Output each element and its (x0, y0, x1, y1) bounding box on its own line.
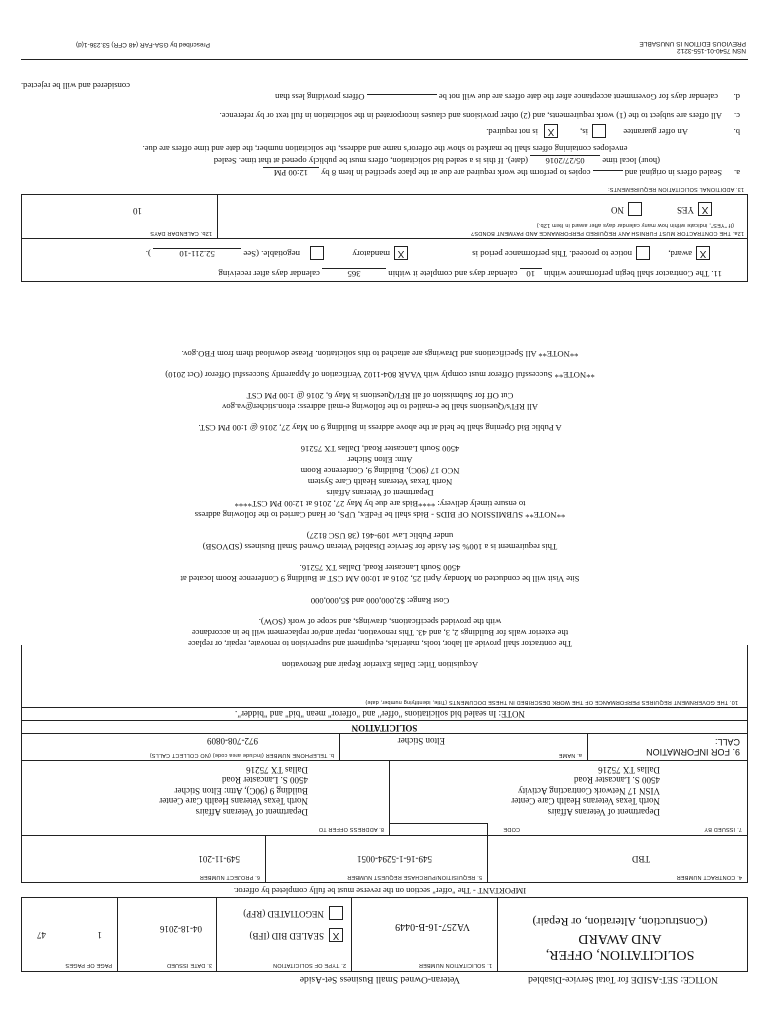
solicitation-form-sheet: NOTICE: SET-ASIDE for Total Service-Disabled Veteran-Owned Small Business Set-Aside SOLICITATION, OFFER, AND AWARD (Construction, Alteration, or Repair) 1. SOLICITATION NUMBER VA257-16-B-0449 2. TYPE OF SOLICITATION X SEALED BID (IFB) NEGOTIATED (RFP) 3. DATE ISSUED 04-18-2016 PAGE OF PAGES 1 47 IMPORTANT - The "offer" section on the reverse must be fully completed by offeror. 4. CONTRACT NUMBER TBD 5. REQUISITION/PURCHASE REQUEST NUMBER 549-16-1-5294-0051 6. PROJECT NUMBER 549-11-201 7. ISSUED BY CODE Department of Veterans Affairs North Texas Veterans Health Care Center VISN 17 Network Contracting Activity 4500 S. Lancaster Road Dallas TX 75216 8. ADDRESS OFFER TO Department of Veterans Affairs North Texas Veterans Health Care Center Building 9 (90C), Attn: Elton Sticher 4500 S. Lancaster Road Dallas TX 75216 9. FOR INFORMATION CALL: a. NAME Elton Sticher b. TELEPHONE NUMBER (Include area code) (NO COLLECT CALLS) 972-708-0809 SOLICITATION NOTE: In sealed bid solicitations "offer" and "offeror" mean "bid" and "bidder". 10. THE GOVERNMENT REQUIRES PERFORMANCE OF THE WORK DESCRIBED IN THESE DOCUMENTS (Title, identifying number, date) Acquisition Title: Dallas Exterior Repair and Renovation The contractor shall provide all labor, tools, materials, equipment and supervision to renovate, repair, or replace the exterior walls for Buildings 2, 3, and 43. This renovation, repair and/or replacement will be in accordance with the provided specifications, drawings, and scope of work (SOW). Cost Range: $2,000,000 and $5,000,000 Site Visit will be conducted on Monday April 25, 2016 at 10:00 AM CST at Building 9 Conference Room located at 4500 South Lancaster Road, Dallas TX 75216. This requirement is a 100% Set Aside for Service Disabled Veteran Owned Small Business (SDVOSB) under Public Law 109-461 (38 USC 8127) **NOTE** SUBMISSION OF BIDS - Bids shall be FedEx, UPS, or Hand Carried to the following address to ensure timely delivery: ****Bids are due by May 27, 2016 at 12:00 PM CST**** Department of Veterans Affairs North Texas Veterans Health Care System NCO 17 (90C), Building 9, Conference Room Attn: Elton Sticher 4500 South Lancaster Road, Dallas TX 75216 A Public Bid Opening shall be held at the above address in Building 9 on May 27, 2016 @ 1:00 PM CST. All RFI's/Questions shall be e-mailed to the following e-mail address: elton.sticher@va.gov Cut Off for Submission of all RFI/Questions is May 6, 2016 @ 1:00 PM CST **NOTE** Successful Offeror must comply with VAAR 804-1102 Verification of Apparently Successful Offeror (Oct 2010) **NOTE** All Specifications and Drawings are attached to this solicitation. Please download them from FBO.gov. 11. The Contractor shall begin performance within 10 calendar days and complete it within 365 calendar days after receiving X award, notice to proceed. This performance period is X mandatory negotiable. (See 52.211-10 ). 12a. THE CONTRACTOR MUST FURNISH ANY REQUIRED PERFORMANCE AND PAYMENT BONDS? (If "YES", indicate within how many calendar days after award in Item 12b.) X YES NO 12b. CALENDAR DAYS 10 13. ADDITIONAL SOLICITATION REQUIREMENTS: a. Sealed offers in original and copies to perform the work required are due at the place specified in Item 8 by 12:00 PM (hour) local time 05/27/2016 (date). If this is a sealed bid solicitation, offers must be publicly opened at that time. Sealed envelopes containing offers shall be marked to show the offeror's name and address, the solicitation number, the date and time offers are due. b. An offer guarantee is, X is not required. c. All offers are subject to the (1) work requirements, and (2) other provisions and clauses incorporated in the solicitation in full text or by reference. d. calendar days for Government acceptance after the date offers are due will not be Offers providing less than considered and will be rejected. NSN 7540-01-155-3212 PREVIOUS EDITION IS UNUSABLE Prescribed by GSA-FAR (48 CFR) 53.236-1(d) (20, 40, 746, 984)
form-prescription: Prescribed by GSA-FAR (48 CFR) 53.236-1(d) (75, 41, 210, 48)
issued-by-label: 7. ISSUED BY (704, 826, 742, 832)
bonds-question-hint: (If "YES", indicate within how many calendar days after award in Item 12b.) (536, 222, 734, 228)
set-aside-notice-continued: Veteran-Owned Small Business Set-Aside (299, 974, 460, 984)
mandatory-label: mandatory (352, 249, 390, 259)
form-title: SOLICITATION, OFFER, AND AWARD (Construction, Alteration, or Repair) (532, 915, 708, 962)
offer-due-date: 05/27/2016 (530, 155, 600, 166)
contract-number-label: 4. CONTRACT NUMBER (676, 874, 742, 880)
item-13a-line3: envelopes containing offers shall be marked to show the offeror's name and address, the solicitation number, the date and time offers are due. (142, 144, 628, 154)
item-13c-text: All offers are subject to the (1) work requirements, and (2) other provisions and clauses incorporated in the solicitation in full text or by reference. (219, 111, 722, 121)
requisition-number-label: 5. REQUISITION/PURCHASE REQUEST NUMBER (347, 874, 482, 880)
contact-name: Elton Sticher (397, 736, 445, 746)
date-issued-label: 3. DATE ISSUED (166, 962, 212, 968)
item-13a-line1: Sealed offers in original and copies to perform the work required are due at the place specified in Item 8 by 12:00 PM (263, 167, 722, 178)
contact-phone-label: b. TELEPHONE NUMBER (Include area code) (NO COLLECT CALLS) (149, 752, 334, 758)
contact-phone: 972-708-0809 (207, 736, 258, 746)
begin-days: 10 (520, 268, 542, 279)
solicitation-heading: SOLICITATION (351, 723, 418, 733)
bonds-yes-checkbox[interactable]: X (698, 202, 712, 216)
item-11-line1: 11. The Contractor shall begin performance within 10 calendar days and complete it within 365 calendar days after receiving (218, 269, 722, 279)
project-number-label: 6. PROJECT NUMBER (199, 874, 260, 880)
negotiable-checkbox[interactable] (310, 246, 324, 260)
negotiable-label: negotiable. (See 52.211-10 ). (145, 249, 300, 259)
address-offer-to: Department of Veterans Affairs North Texas Veterans Health Care Center Building 9 (90C), Attn: Elton Sticher 4500 S. Lancaster Road Dallas TX 75216 (159, 765, 308, 817)
solicitation-type-label: 2. TYPE OF SOLICITATION (272, 962, 346, 968)
page-of-pages-label: PAGE OF PAGES (65, 962, 112, 968)
mandatory-checkbox[interactable]: X (394, 246, 408, 260)
item-10-label: 10. THE GOVERNMENT REQUIRES PERFORMANCE OF THE WORK DESCRIBED IN THESE DOCUMENTS (Title, identifying number, date) (365, 699, 738, 705)
calendar-days: 10 (133, 206, 142, 216)
bonds-no-checkbox[interactable] (628, 202, 642, 216)
work-description: Acquisition Title: Dallas Exterior Repair and Renovation The contractor shall provide all labor, tools, materials, equipment and supervision to renovate, repair, or replace the exterior walls for Buildings 2, 3, and 43. This renovation, repair and/or replacement will be in accordance with the provided specifications, drawings, and scope of work (SOW). Cost Range: $2,000,000 and $5,000,000 Site Visit will be conducted on Monday April 25, 2016 at 10:00 AM CST at Building 9 Conference Room located at 4500 South Lancaster Road, Dallas TX 75216. This requirement is a 100% Set Aside for Service Disabled Veteran Owned Small Business (SDVOSB) under Public Law 109-461 (38 USC 8127) **NOTE** SUBMISSION OF BIDS - Bids shall be FedEx, UPS, or Hand Carried to the following address to ensure timely delivery: ****Bids are due by May 27, 2016 at 12:00 PM CST**** Department of Veterans Affairs North Texas Veterans Health Care System NCO 17 (90C), Building 9, Conference Room Attn: Elton Sticher 4500 South Lancaster Road, Dallas TX 75216 A Public Bid Opening shall be held at the above address in Building 9 on May 27, 2016 @ 1:00 PM CST. All RFI's/Questions shall be e-mailed to the following e-mail address: elton.sticher@va.gov Cut Off for Submission of all RFI/Questions is May 6, 2016 @ 1:00 PM CST **NOTE** Successful Offeror must comply with VAAR 804-1102 Verification of Apparently Successful Offeror (Oct 2010) **NOTE** All Specifications and Drawings are attached to this solicitation. Please download them from FBO.gov. (165, 349, 595, 670)
date-issued: 04-18-2016 (160, 924, 202, 934)
solicitation-number: VA257-16-B-0449 (395, 921, 470, 932)
contact-name-label: a. NAME (558, 752, 582, 758)
form-stock-number: NSN 7540-01-155-3212 PREVIOUS EDITION IS UNUSABLE (639, 40, 746, 54)
offer-due-time: 12:00 PM (263, 167, 319, 178)
guarantee-is-label: is, (580, 127, 588, 137)
sealed-bid-checkbox[interactable]: X (329, 928, 343, 942)
complete-days: 365 (322, 268, 386, 279)
item-13d-line2: considered and will be rejected. (20, 81, 130, 91)
issued-by-address: Department of Veterans Affairs North Texas Veterans Health Care Center VISN 17 Network Contracting Activity 4500 S. Lancaster Road Dallas TX 75216 (511, 765, 660, 817)
bonds-no-label: NO (611, 205, 624, 215)
solicitation-number-label: 1. SOLICITATION NUMBER (418, 962, 492, 968)
page-number: 1 (97, 930, 102, 940)
guarantee-is-not-checkbox[interactable]: X (544, 124, 558, 138)
set-aside-notice: NOTICE: SET-ASIDE for Total Service-Disabled (528, 974, 718, 984)
address-offer-to-label: 8. ADDRESS OFFER TO (318, 826, 384, 832)
project-number: 549-11-201 (198, 854, 240, 864)
for-information-label: 9. FOR INFORMATION CALL: (646, 737, 740, 757)
negotiated-label: NEGOTIATED (RFP) (243, 909, 324, 919)
bonds-question-label: 12a. THE CONTRACTOR MUST FURNISH ANY REQUIRED PERFORMANCE AND PAYMENT BONDS? (470, 230, 744, 236)
item-13d-line1: calendar days for Government acceptance after the date offers are due will not be Offers providing less than (275, 92, 718, 102)
guarantee-is-not-label: is not required. (486, 127, 538, 137)
page-total: 47 (37, 930, 46, 940)
contract-number: TBD (632, 854, 650, 864)
notice-to-proceed-checkbox[interactable] (636, 246, 650, 260)
award-checkbox[interactable]: X (696, 246, 710, 260)
sealed-bid-note: NOTE: In sealed bid solicitations "offer" and "offeror" mean "bid" and "bidder". (235, 709, 525, 719)
negotiated-checkbox[interactable] (329, 906, 343, 920)
award-label: award, (668, 249, 692, 259)
bonds-yes-label: YES (676, 205, 694, 215)
issued-by-code-label: CODE (503, 826, 520, 832)
guarantee-is-checkbox[interactable] (592, 124, 606, 138)
offer-guarantee-label: An offer guarantee (623, 127, 688, 137)
calendar-days-label: 12b. CALENDAR DAYS (150, 230, 212, 236)
important-notice: IMPORTANT - The "offer" section on the reverse must be fully completed by offeror. (233, 886, 527, 896)
requisition-number: 549-16-1-5294-0051 (357, 854, 432, 864)
notice-to-proceed-label: notice to proceed. This performance period is (472, 249, 632, 259)
additional-requirements-label: 13. ADDITIONAL SOLICITATION REQUIREMENTS: (607, 186, 744, 192)
sealed-bid-label: SEALED BID (IFB) (249, 931, 324, 941)
item-13a-line2: (hour) local time 05/27/2016 (date). If this is a sealed bid solicitation, offers must be publicly opened at that time. Sealed (213, 156, 660, 166)
